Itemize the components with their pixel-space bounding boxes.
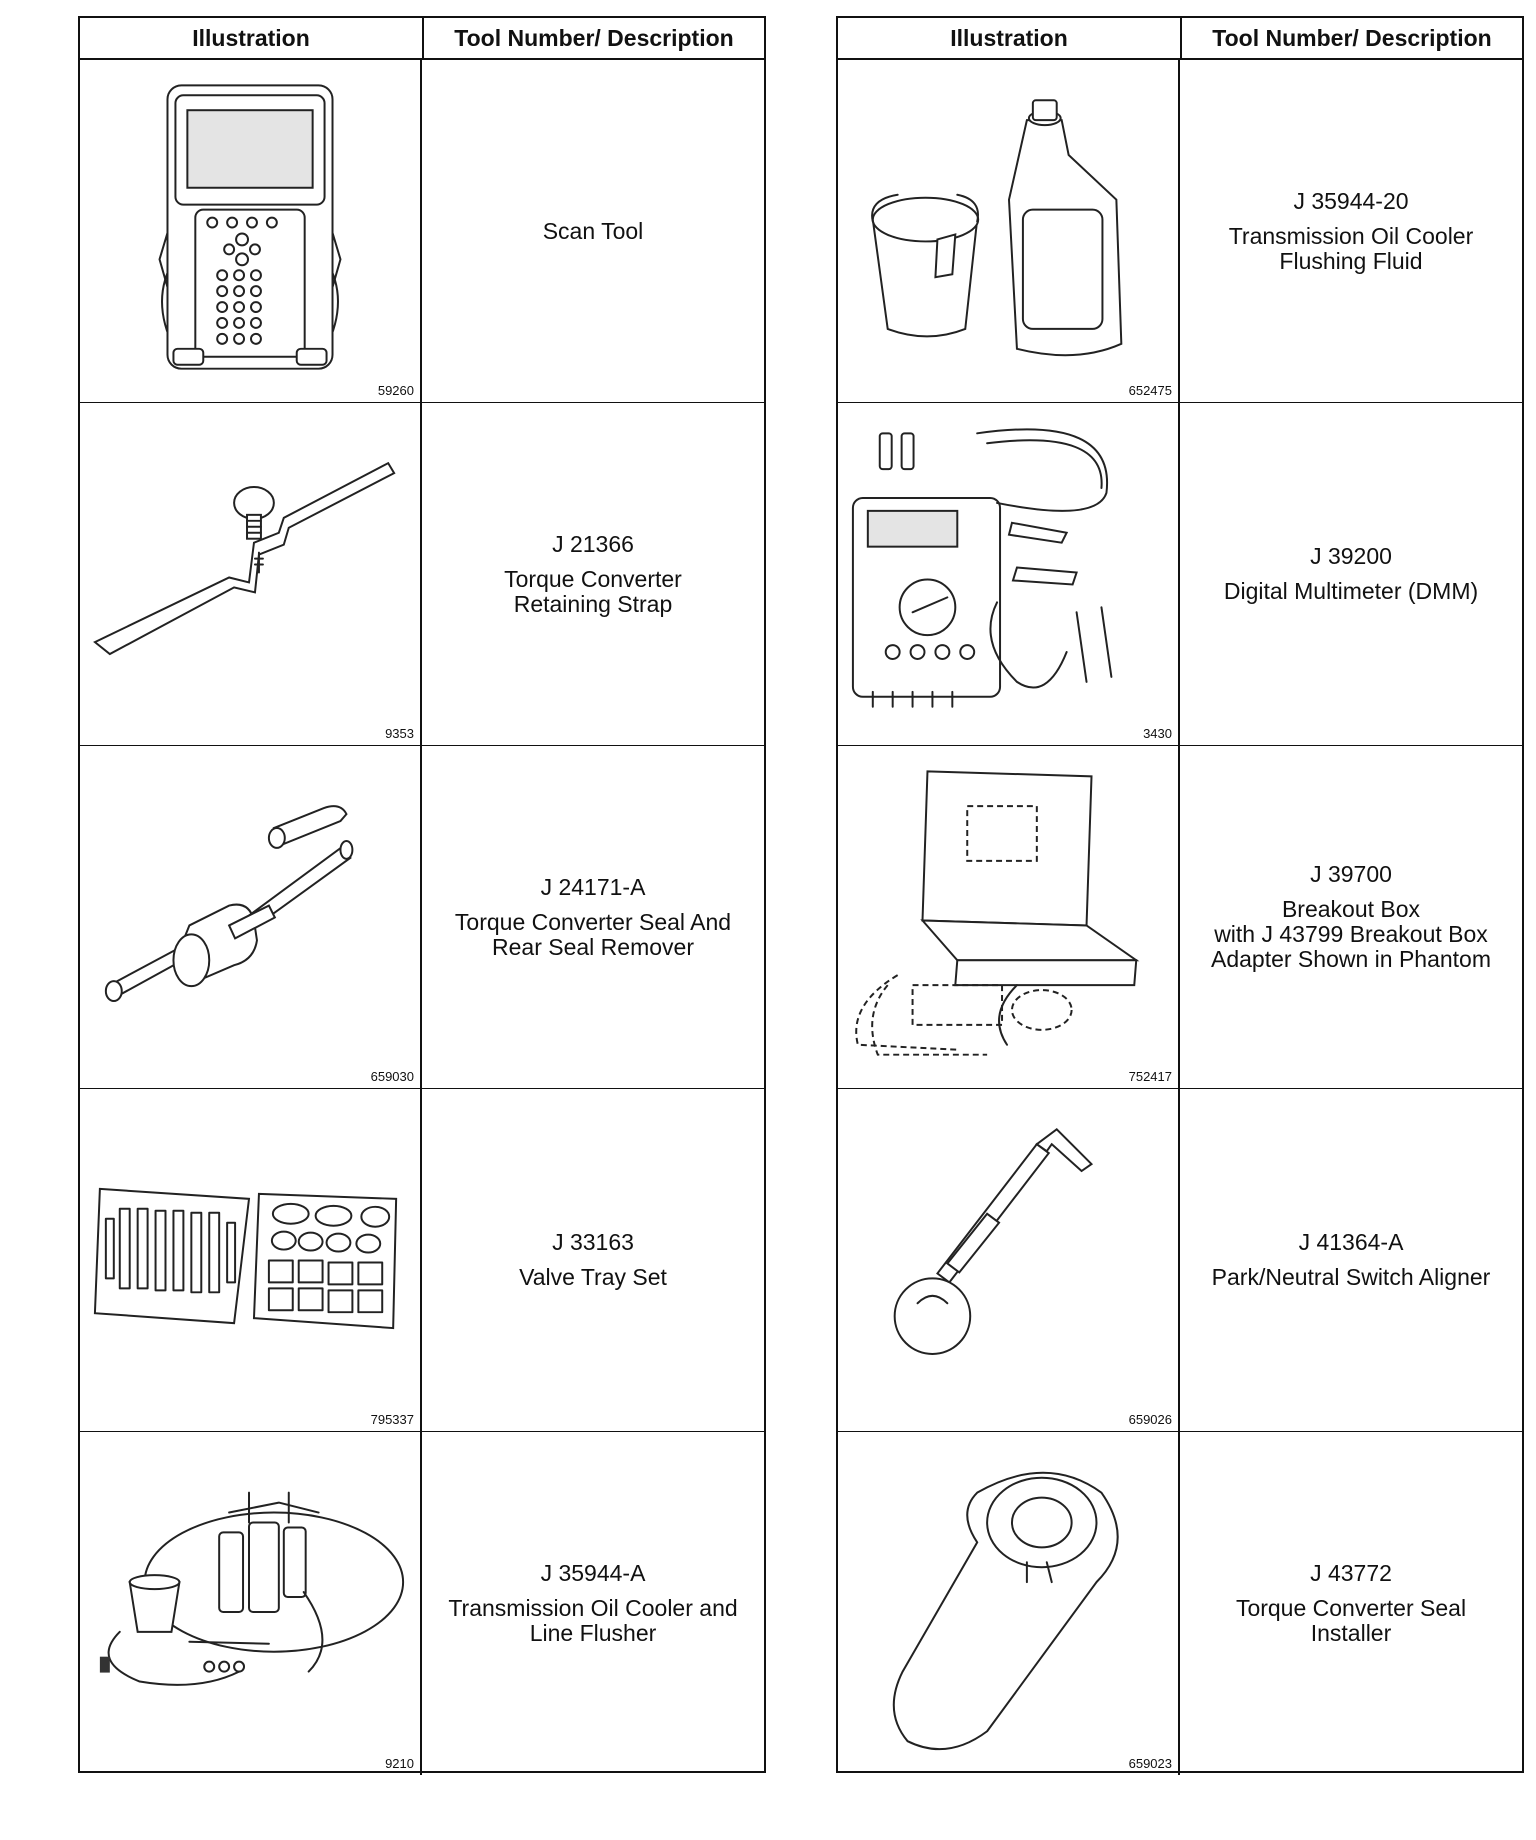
figure-number: 3430: [1143, 726, 1172, 741]
tool-description: [1180, 1089, 1522, 1431]
tool-number: J 35944-20: [1293, 187, 1409, 214]
switch-aligner-icon: [838, 1089, 1178, 1431]
illustration-cell: [838, 746, 1180, 1088]
illustration-cell: [80, 1432, 422, 1775]
table-row: [80, 1432, 764, 1775]
tool-description-line: Transmission Oil Cooler and: [448, 1595, 738, 1621]
illustration-cell: [838, 1432, 1180, 1775]
illustration-cell: [80, 746, 422, 1088]
table-row: [80, 1089, 764, 1432]
tool-description-line: Transmission Oil Cooler: [1228, 222, 1474, 249]
illustration-cell: [80, 1089, 422, 1431]
figure-number: 659026: [1128, 1412, 1172, 1427]
scan-tool-icon: [80, 60, 420, 402]
tool-description-line: Valve Tray Set: [519, 1264, 667, 1290]
tool-description: [422, 1432, 764, 1775]
figure-number: 9210: [385, 1756, 414, 1771]
tool-description-line: Retaining Strap: [513, 590, 673, 617]
tool-description-line: Flushing Fluid: [1279, 247, 1423, 274]
figure-number: 752417: [1128, 1069, 1172, 1084]
tool-number: J 43772: [1310, 1560, 1392, 1586]
line-flusher-icon: [80, 1432, 420, 1775]
tool-description: [422, 60, 764, 402]
tool-description-line: Park/Neutral Switch Aligner: [1211, 1264, 1491, 1290]
tool-description: [422, 1089, 764, 1431]
figure-number: 59260: [377, 383, 414, 398]
table-row: [838, 1432, 1522, 1775]
table-row: [80, 746, 764, 1089]
valve-tray-icon: [80, 1089, 420, 1431]
table-row: [80, 60, 764, 403]
illustration-cell: [80, 60, 422, 402]
figure-number: 652475: [1128, 383, 1172, 398]
tool-description: [1180, 1432, 1522, 1775]
multimeter-icon: [838, 403, 1178, 745]
figure-number: 795337: [370, 1412, 414, 1427]
tool-number: J 21366: [552, 530, 634, 557]
tool-description-line: Torque Converter Seal And: [454, 908, 732, 935]
tool-number: J 39700: [1310, 861, 1392, 887]
tool-number: J 39200: [1310, 543, 1392, 569]
illustration-cell: [838, 403, 1180, 745]
tool-description-line: with J 43799 Breakout Box: [1214, 921, 1488, 947]
tool-header: Tool Number/ Description: [1212, 24, 1492, 51]
figure-number: 9353: [385, 726, 414, 741]
tool-description: [1180, 403, 1522, 745]
tools-table-right: [836, 16, 1524, 1773]
tool-description: [1180, 746, 1522, 1088]
tool-header: Tool Number/ Description: [454, 24, 734, 51]
figure-number: 659030: [370, 1069, 414, 1084]
tool-description-line: Installer: [1310, 1620, 1392, 1646]
table-row: [838, 60, 1522, 403]
tool-description-line: Line Flusher: [529, 1620, 657, 1646]
illustration-header: Illustration: [80, 18, 424, 58]
table-header: [838, 18, 1522, 60]
tool-description: [1180, 60, 1522, 402]
retaining-strap-icon: [80, 403, 420, 745]
tool-number: J 35944-A: [540, 1560, 646, 1586]
illustration-cell: [838, 1089, 1180, 1431]
table-row: [838, 403, 1522, 746]
tool-number: J 41364-A: [1298, 1229, 1404, 1255]
tool-number: J 33163: [552, 1229, 634, 1255]
tool-description: [422, 403, 764, 745]
illustration-cell: [838, 60, 1180, 402]
flushing-fluid-icon: [838, 60, 1178, 402]
tool-description-line: Digital Multimeter (DMM): [1223, 578, 1479, 604]
tool-description-line: Scan Tool: [542, 217, 644, 244]
breakout-box-icon: [838, 746, 1178, 1088]
illustration-header: Illustration: [838, 18, 1182, 58]
seal-remover-icon: [80, 746, 420, 1088]
tool-description-line: Torque Converter: [504, 565, 682, 592]
tool-description-line: Adapter Shown in Phantom: [1210, 946, 1491, 972]
tool-description: [422, 746, 764, 1088]
seal-installer-icon: [838, 1432, 1178, 1775]
tool-description-line: Rear Seal Remover: [492, 933, 694, 960]
tool-number: J 24171-A: [540, 873, 646, 900]
illustration-cell: [80, 403, 422, 745]
table-row: [838, 746, 1522, 1089]
figure-number: 659023: [1128, 1756, 1172, 1771]
tool-description-line: Breakout Box: [1281, 896, 1421, 922]
tools-table-left: [78, 16, 766, 1773]
table-header: [80, 18, 764, 60]
tool-description-line: Torque Converter Seal: [1235, 1595, 1467, 1621]
table-row: [80, 403, 764, 746]
table-row: [838, 1089, 1522, 1432]
